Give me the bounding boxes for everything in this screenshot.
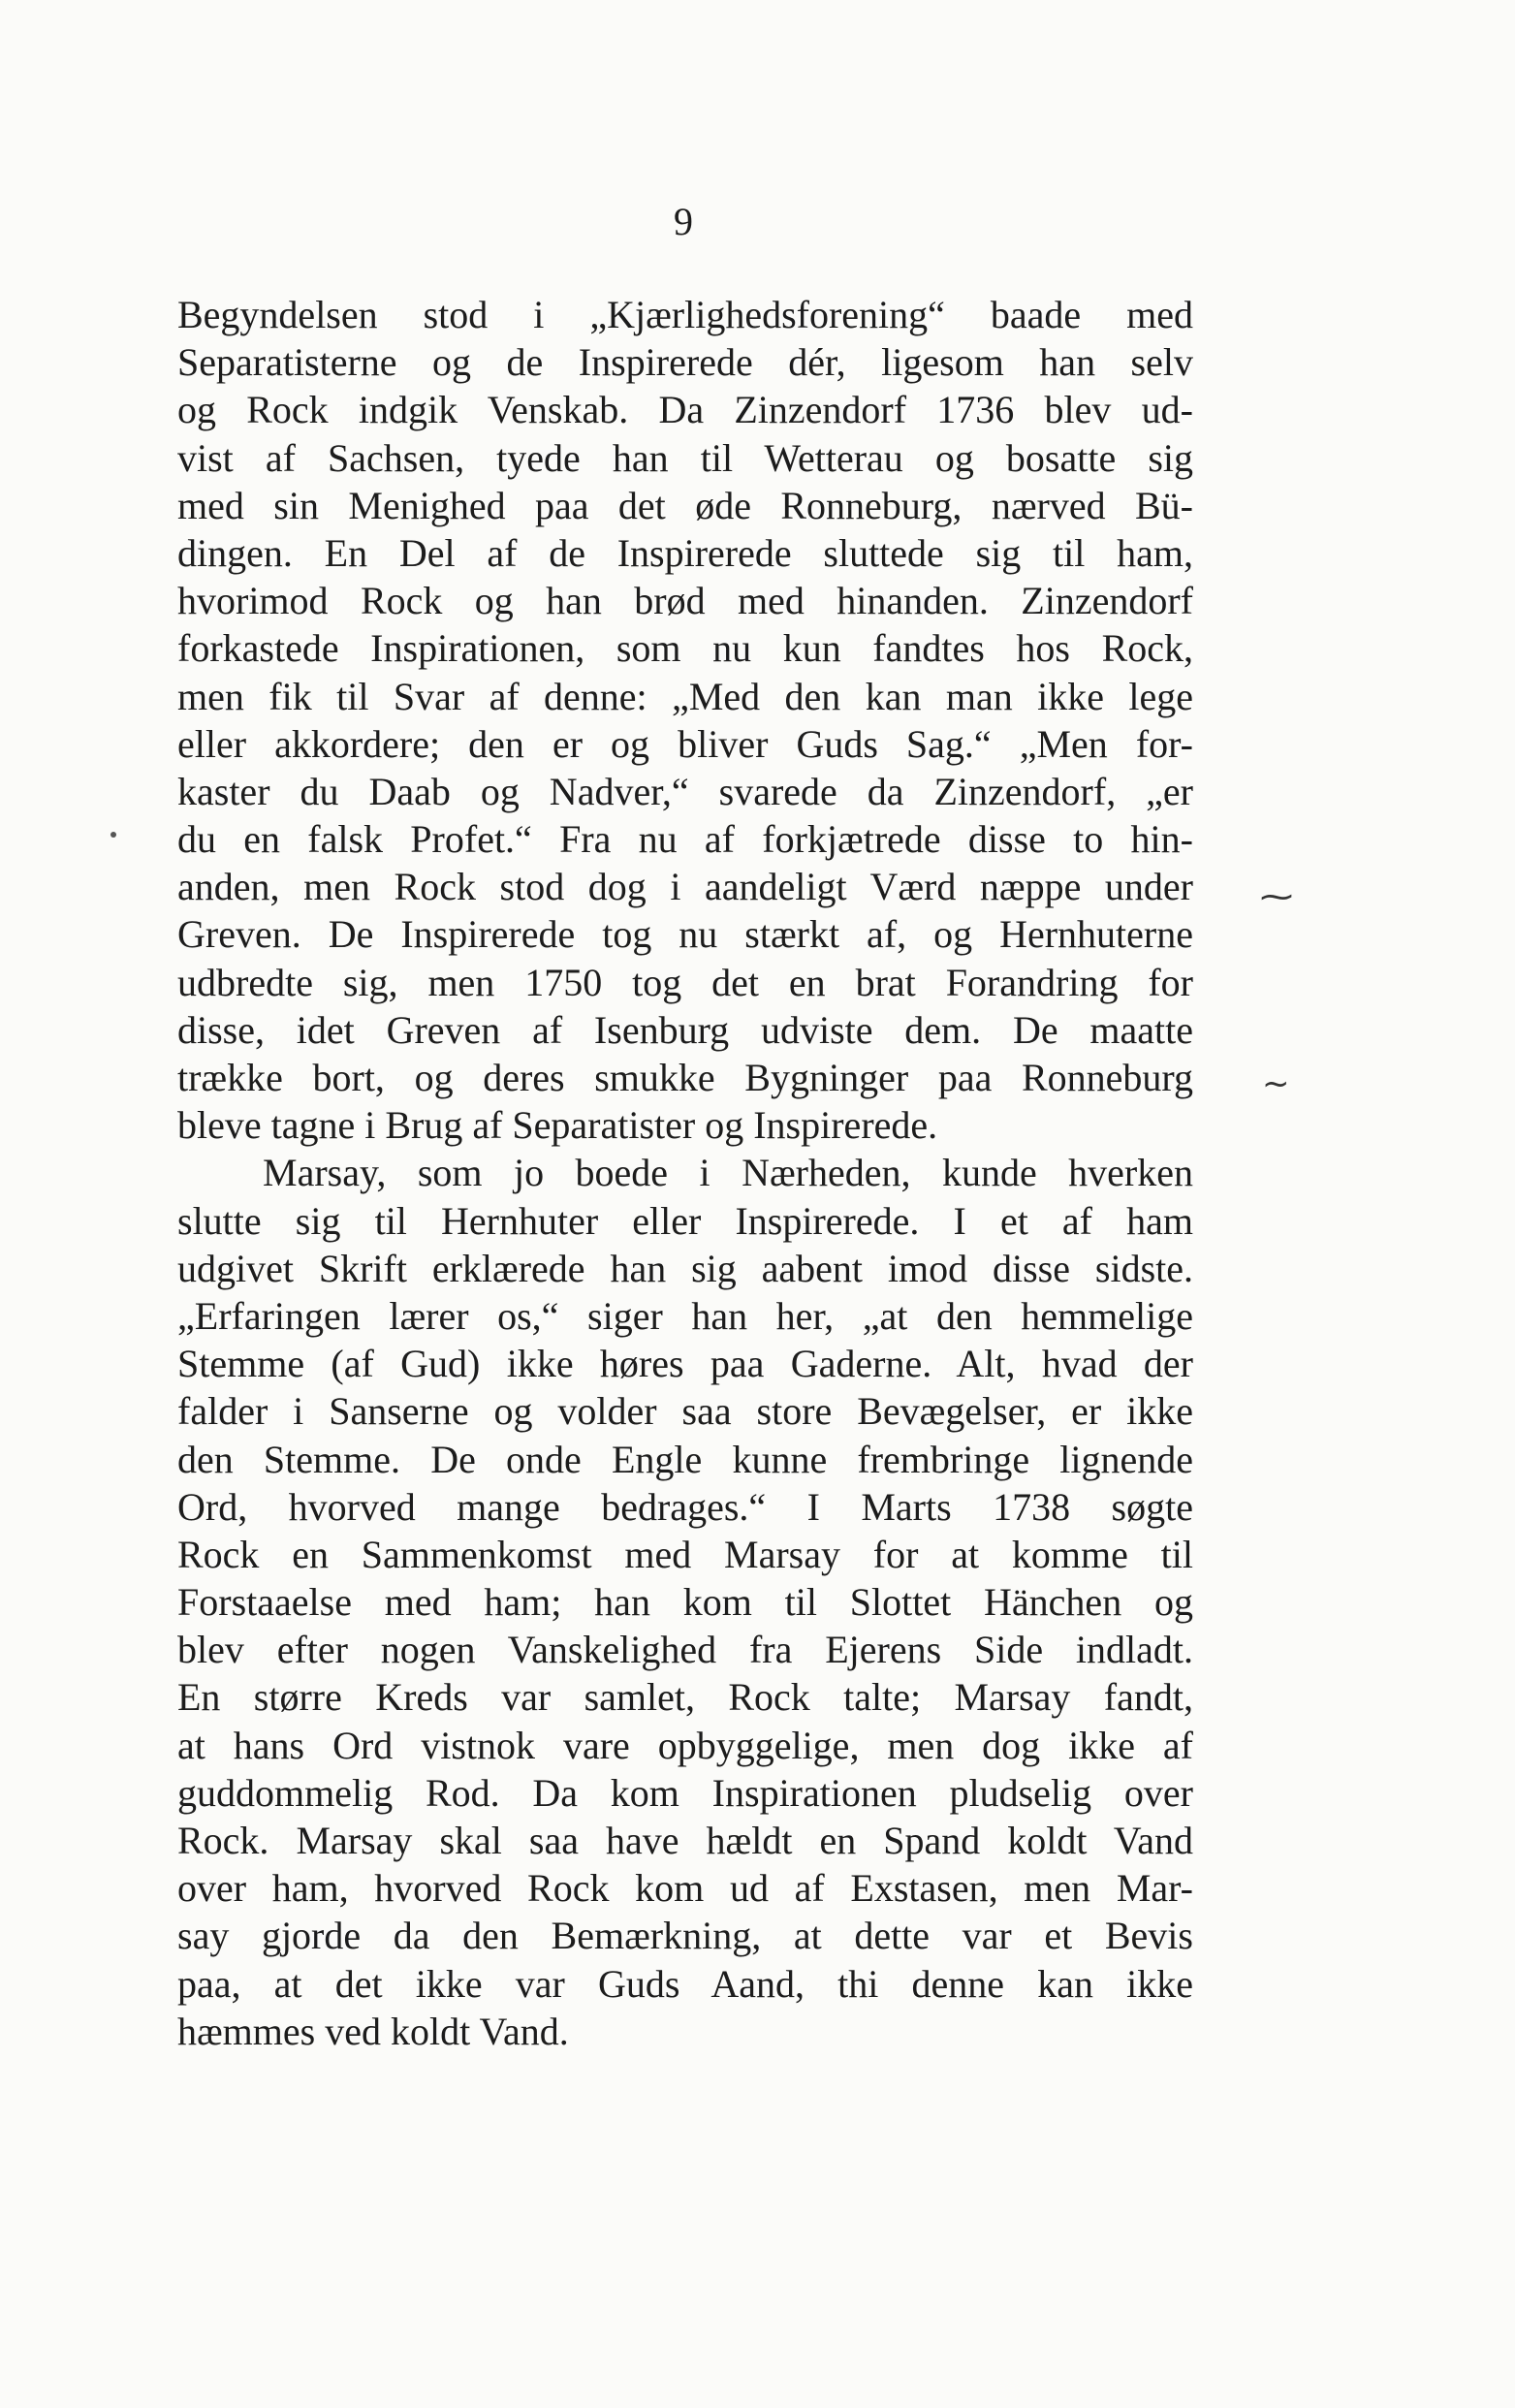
text-line: Ord, hvorved mange bedrages.“ I Marts 1738 søgte <box>177 1484 1193 1529</box>
text-line: Begyndelsen stod i „Kjærlighedsforening“ baade med <box>177 293 1193 336</box>
text-line: blev efter nogen Vanskelighed fra Ejerens Side indladt. <box>177 1628 1193 1672</box>
text-line: over ham, hvorved Rock kom ud af Exstasen, men Mar- <box>177 1866 1193 1911</box>
text-line: guddommelig Rod. Da kom Inspirationen pludselig over <box>177 1770 1193 1815</box>
text-line: hæmmes ved koldt Vand. <box>177 2009 569 2053</box>
text-line: Separatisterne og de Inspirerede dér, ligesom han selv <box>177 340 1193 385</box>
text-line: falder i Sanserne og volder saa store Bevægelser, er ikke <box>177 1389 1193 1434</box>
margin-pencil-mark: ⁓ <box>1260 877 1293 916</box>
text-line: Marsay, som jo boede i Nærheden, kunde hverken <box>263 1151 1193 1195</box>
text-line: slutte sig til Hernhuter eller Inspirerede. I et af ham <box>177 1198 1193 1243</box>
text-line: Rock en Sammenkomst med Marsay for at komme til <box>177 1532 1193 1576</box>
text-line: paa, at det ikke var Guds Aand, thi denne kan ikke <box>177 1961 1193 2006</box>
text-line: med sin Menighed paa det øde Ronneburg, nærved Bü- <box>177 483 1193 527</box>
text-line: Forstaaelse med ham; han kom til Slottet Hänchen og <box>177 1580 1193 1625</box>
text-line: eller akkordere; den er og bliver Guds Sag.“ „Men for- <box>177 721 1193 766</box>
text-line: say gjorde da den Bemærkning, at dette var et Bevis <box>177 1914 1193 1958</box>
text-line: kaster du Daab og Nadver,“ svarede da Zinzendorf, „er <box>177 769 1193 813</box>
text-line: En større Kreds var samlet, Rock talte; Marsay fandt, <box>177 1675 1193 1720</box>
paragraph <box>177 291 1193 1149</box>
text-line: udbredte sig, men 1750 tog det en brat Forandring for <box>177 960 1193 1004</box>
margin-dot-mark <box>110 832 116 838</box>
text-line: vist af Sachsen, tyede han til Wetterau og bosatte sig <box>177 435 1193 480</box>
text-line: Greven. De Inspirerede tog nu stærkt af, og Hernhuterne <box>177 912 1193 957</box>
text-line: trække bort, og deres smukke Bygninger paa Ronneburg <box>177 1056 1193 1099</box>
text-line: Stemme (af Gud) ikke høres paa Gaderne. Alt, hvad der <box>177 1342 1193 1386</box>
paragraph <box>177 1149 1193 2055</box>
text-line: du en falsk Profet.“ Fra nu af forkjætrede disse to hin- <box>177 817 1193 862</box>
margin-pencil-mark: ~ <box>1262 1064 1290 1103</box>
text-line: og Rock indgik Venskab. Da Zinzendorf 1736 blev ud- <box>177 388 1193 432</box>
text-line: men fik til Svar af denne: „Med den kan man ikke lege <box>177 674 1193 718</box>
text-line: at hans Ord vistnok vare opbyggelige, men dog ikke af <box>177 1723 1193 1767</box>
body-text <box>177 291 1193 2055</box>
text-line: hvorimod Rock og han brød med hinanden. Zinzendorf <box>177 579 1193 623</box>
text-line: udgivet Skrift erklærede han sig aabent imod disse sidste. <box>177 1246 1193 1290</box>
text-line: „Erfaringen lærer os,“ siger han her, „at den hemmelige <box>177 1293 1193 1338</box>
text-line: dingen. En Del af de Inspirerede sluttede sig til ham, <box>177 530 1193 575</box>
text-line: Rock. Marsay skal saa have hældt en Spand koldt Vand <box>177 1819 1193 1862</box>
text-line: disse, idet Greven af Isenburg udviste dem. De maatte <box>177 1007 1193 1052</box>
text-line: forkastede Inspirationen, som nu kun fandtes hos Rock, <box>177 626 1193 671</box>
text-line: den Stemme. De onde Engle kunne frembringe lignende <box>177 1437 1193 1481</box>
page-number: 9 <box>674 200 693 243</box>
text-line: anden, men Rock stod dog i aandeligt Værd næppe under <box>177 865 1193 909</box>
text-line: bleve tagne i Brug af Separatister og Inspirerede. <box>177 1103 938 1148</box>
